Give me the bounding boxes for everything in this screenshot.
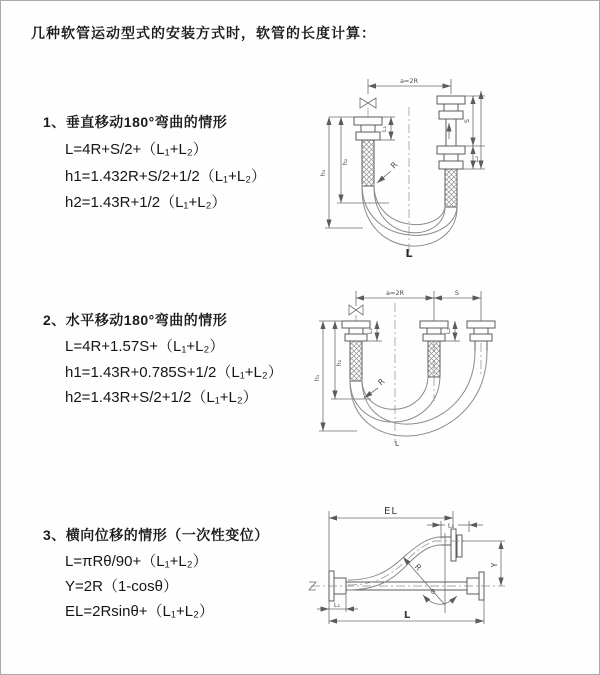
dim-l1-label: L₁	[333, 601, 341, 609]
formula-line: h1=1.43R+0.785S+1/2（L₁+L₂）	[65, 364, 283, 381]
formula-line: Y=2R（1-cosθ）	[65, 578, 178, 595]
formula-line: L=4R+1.57S+（L₁+L₂）	[65, 338, 225, 355]
dim-el-label: EL	[384, 506, 398, 517]
dimension-l1	[317, 595, 358, 612]
formula-line: L=πRθ/90+（L₁+L₂）	[65, 553, 208, 570]
formula-line: h1=1.432R+S/2+1/2（L₁+L₂）	[65, 168, 267, 185]
dimension-a2r	[356, 289, 481, 321]
dim-s-label: S	[454, 289, 460, 297]
dim-l2-label: L₂	[447, 521, 455, 530]
radius-callout	[364, 377, 387, 398]
dim-h1-label: h₁	[313, 374, 321, 382]
formula-line: EL=2Rsinθ+（L₁+L₂）	[65, 603, 214, 620]
dimension-l	[329, 600, 484, 624]
dim-l1-label: L₁	[366, 327, 374, 335]
radius-label: R	[412, 562, 424, 573]
dimension-s	[434, 289, 481, 298]
section-1-heading: 1、垂直移动180°弯曲的情形	[43, 114, 228, 130]
flange-right	[467, 321, 495, 341]
diagram-lateral-displacement	[299, 499, 600, 664]
dim-y-label: Y	[490, 562, 499, 568]
length-label: L	[405, 247, 413, 260]
pipe-right	[446, 119, 456, 146]
hose-braid-right	[445, 169, 457, 207]
hose-curves	[362, 184, 457, 246]
valve-icon	[349, 305, 363, 321]
dim-h1-label: h₁	[319, 169, 327, 177]
dim-s-label: S	[463, 118, 471, 124]
dim-l2-label: L₂	[472, 155, 480, 163]
dimension-a2r	[368, 77, 451, 94]
radius-label: R	[376, 376, 387, 388]
flange-left	[354, 117, 382, 140]
section-3-heading: 3、横向位移的情形（一次性变位）	[43, 527, 269, 543]
dim-a2r-label: a=2R	[399, 77, 419, 85]
dim-a2r-label: a=2R	[385, 289, 405, 297]
section-2-heading: 2、水平移动180°弯曲的情形	[43, 312, 228, 328]
dim-l-label: L	[403, 610, 411, 621]
formula-line: h2=1.43R+1/2（L₁+L₂）	[65, 194, 227, 211]
flange-right-lower	[437, 146, 465, 169]
dim-h2-label: h₂	[335, 359, 343, 367]
radius-callout	[377, 160, 400, 183]
diagram-vertical-180-bend	[309, 67, 600, 262]
dimension-el	[329, 506, 453, 571]
formula-line: L=4R+S/2+（L₁+L₂）	[65, 141, 208, 158]
page-title: 几种软管运动型式的安装方式时，软管的长度计算：	[31, 25, 376, 41]
radius-label: R	[389, 160, 400, 171]
hose-braid-left	[362, 140, 374, 186]
dim-l1-label: L₁	[380, 125, 388, 133]
valve-icon	[360, 98, 376, 117]
flange-right-upper	[437, 96, 465, 119]
hose-braid-left	[350, 341, 362, 381]
dim-l2-label: L₂	[444, 327, 452, 335]
dimension-l2	[463, 91, 485, 169]
dim-h2-label: h₂	[341, 158, 349, 166]
dimension-s	[463, 96, 485, 146]
formula-line: h2=1.43R+S/2+1/2（L₁+L₂）	[65, 389, 258, 406]
length-label: L	[395, 440, 399, 448]
diagram-horizontal-180-bend	[309, 281, 600, 456]
angle-theta-label: θ	[431, 588, 435, 596]
radius-callout	[403, 557, 445, 605]
